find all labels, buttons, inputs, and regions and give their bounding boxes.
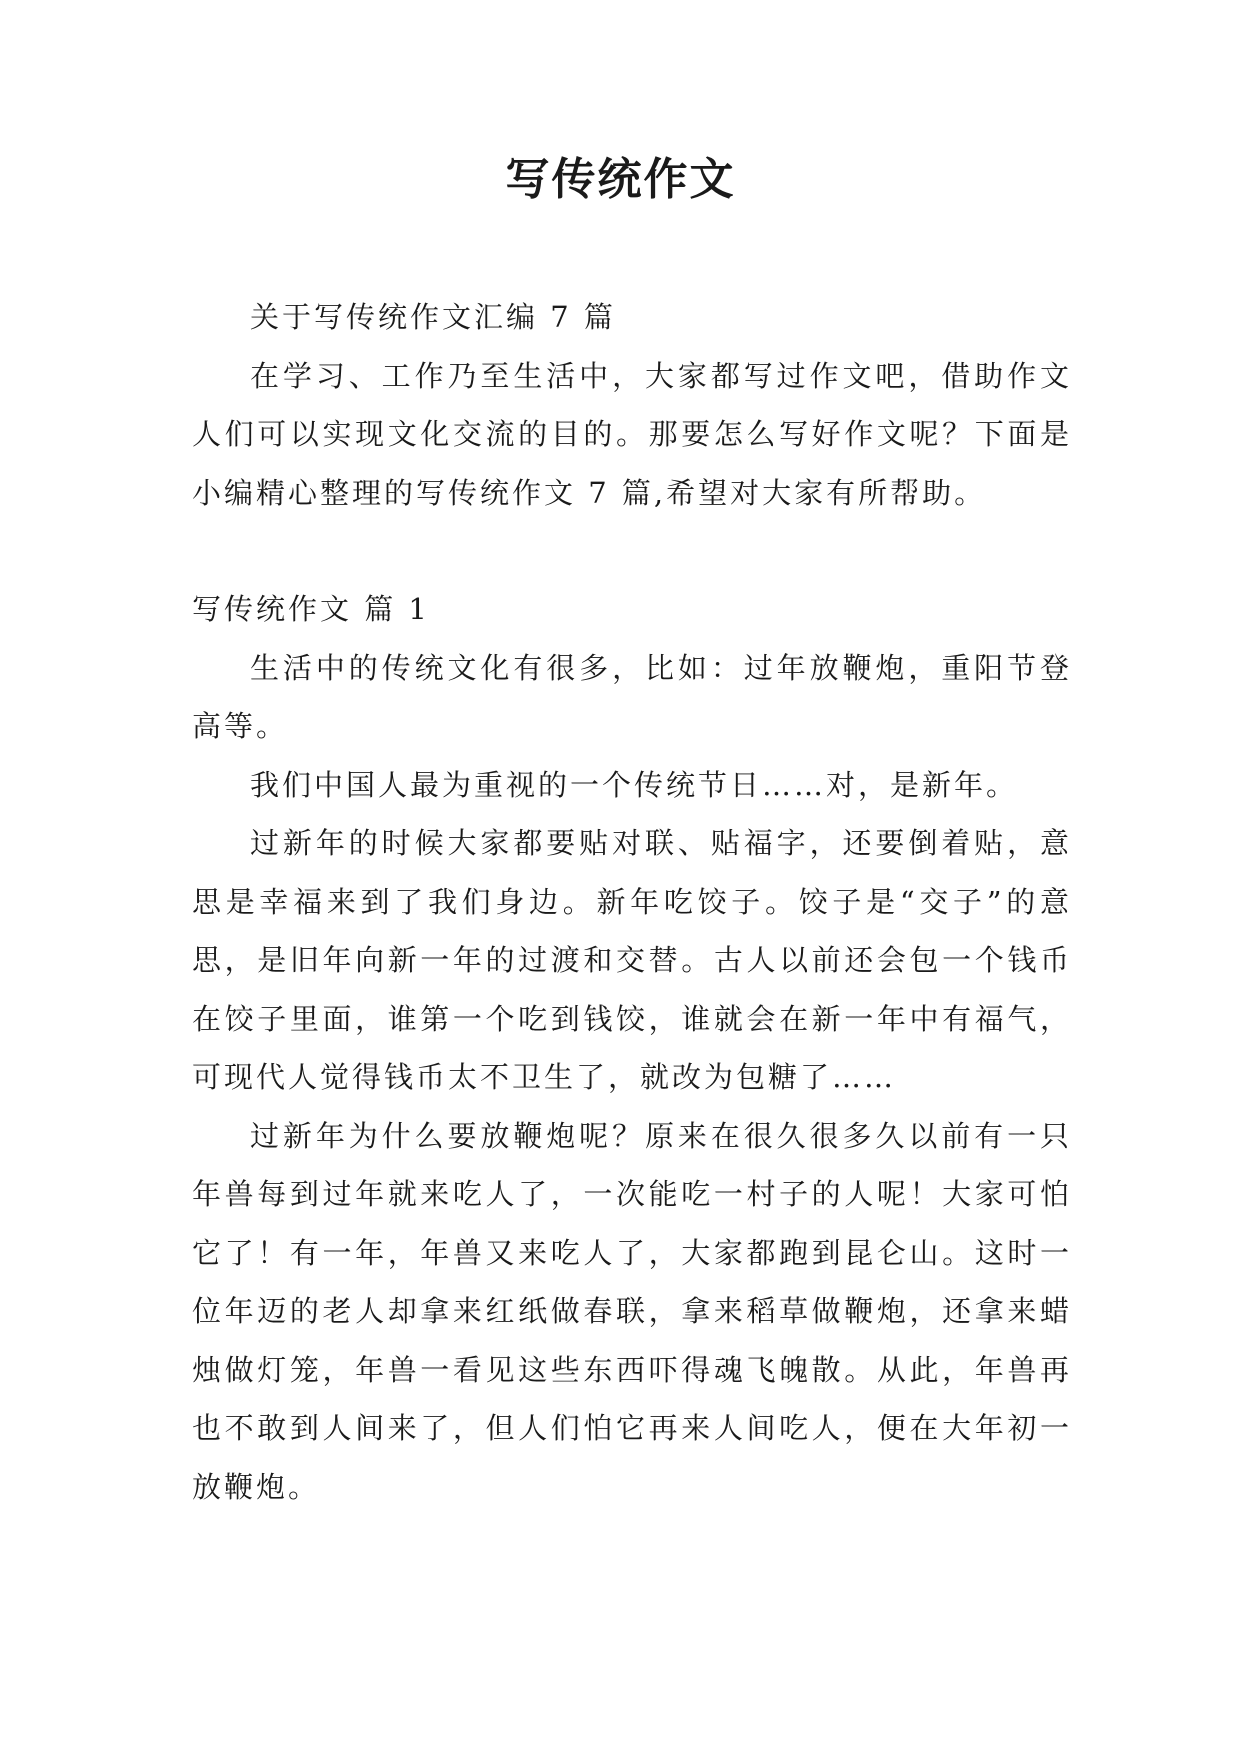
subtitle: 关于写传统作文汇编 7 篇	[250, 300, 616, 334]
page-title: 写传统作文	[505, 154, 736, 205]
intro-paragraph: 在学习、工作乃至生活中，大家都写过作文吧，借助作文人们可以实现文化交流的目的。那要怎么写好作文呢？下面是小编精心整理的写传统作文 7 篇,希望对大家有所帮助。	[192, 358, 1072, 510]
document-body	[192, 288, 1072, 1516]
body-paragraph: 过新年为什么要放鞭炮呢？原来在很久很多久以前有一只年兽每到过年就来吃人了，一次能吃一村子的人呢！大家可怕它了！有一年，年兽又来吃人了，大家都跑到昆仑山。这时一位年迈的老人却拿来红纸做春联，拿来稻草做鞭炮，还拿来蜡烛做灯笼，年兽一看见这些东西吓得魂飞魄散。从此，年兽再也不敢到人间来了，但人们怕它再来人间吃人，便在大年初一放鞭炮。	[192, 1118, 1072, 1504]
section-heading: 写传统作文 篇 1	[192, 592, 430, 626]
body-paragraph: 生活中的传统文化有很多，比如：过年放鞭炮，重阳节登高等。	[192, 650, 1072, 743]
body-paragraph: 我们中国人最为重视的一个传统节日……对，是新年。	[250, 767, 1019, 802]
body-paragraph: 过新年的时候大家都要贴对联、贴福字，还要倒着贴，意思是幸福来到了我们身边。新年吃饺子。饺子是“交子”的意思，是旧年向新一年的过渡和交替。古人以前还会包一个钱币在饺子里面，谁第一个吃到钱饺，谁就会在新一年中有福气，可现代人觉得钱币太不卫生了，就改为包糖了……	[192, 826, 1072, 1094]
